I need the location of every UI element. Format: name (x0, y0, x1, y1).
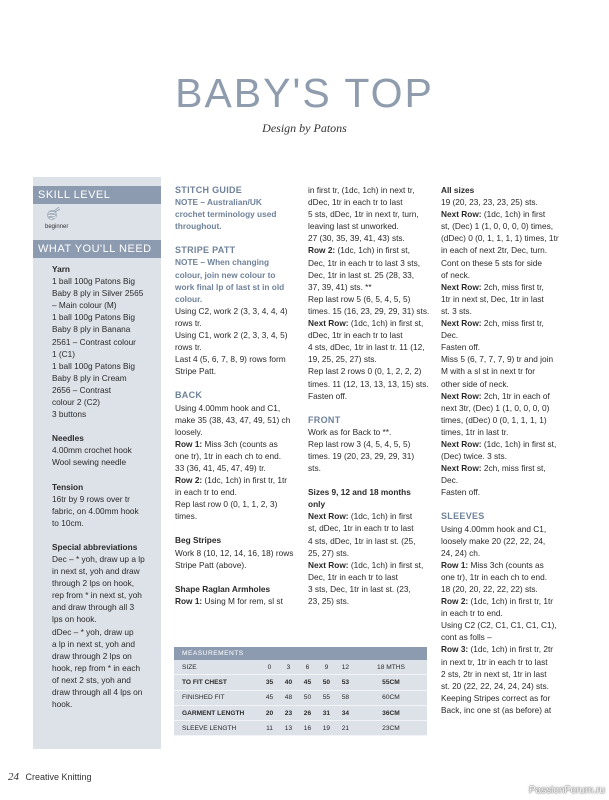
text-line: in first tr, (1dc, 1ch) in next tr, (308, 185, 415, 195)
designer-byline: Design by Patons (262, 121, 347, 135)
text-line: 3 buttons (52, 409, 87, 420)
abbreviations-lines (52, 553, 158, 710)
row-label: Next Row: (441, 438, 482, 449)
text-line: Dec. (441, 475, 459, 486)
what-you-need-heading: WHAT YOU'LL NEED (33, 240, 161, 258)
sleeves-text (441, 523, 573, 559)
measurement-row (174, 721, 427, 736)
text-line: rows tr. (175, 342, 202, 353)
stripe-patt-note (175, 256, 303, 304)
text-line: 4 sts, dDec, 1tr in last st. (25, (308, 535, 416, 546)
text-line: Next Row: 2ch, miss first st, (441, 463, 546, 474)
text-line: Wool sewing needle (52, 457, 127, 468)
row-label: Next Row: (441, 318, 482, 329)
measurement-value: 16 (298, 721, 317, 736)
tension-title: Tension (52, 481, 84, 492)
text-line: hook. (52, 699, 73, 710)
text-line: 33 (36, 41, 45, 47, 49) tr. (175, 462, 266, 473)
page-title: BABY'S TOP (175, 70, 434, 116)
watermark: PassionForum.ru (528, 785, 605, 796)
measurement-value: 6 (298, 660, 317, 675)
text-line: 2 sts, 2tr in next st, 1tr in last (441, 668, 547, 679)
text-line: st, (Dec) 1 (1, 0, 0, 0, 0) times, (441, 221, 554, 232)
measurement-label: FINISHED FIT (174, 690, 260, 705)
measurement-value: 58 (336, 690, 355, 705)
text-line: 37, 39, 41) sts. ** (308, 281, 372, 292)
front-heading: FRONT (308, 414, 341, 425)
measurement-value: 31 (317, 705, 336, 720)
yarn-title: Yarn (52, 264, 70, 274)
back-row-2 (175, 474, 303, 522)
text-line: Dec – * yoh, draw up a lp (52, 553, 145, 564)
back-heading: BACK (175, 390, 203, 401)
all-sizes-heading: All sizes (441, 185, 475, 195)
stripe-patt-text (175, 305, 303, 378)
neck-shaping-text (441, 208, 573, 498)
measurement-value: 21 (336, 721, 355, 736)
text-line: Using C2, work 2 (3, 3, 4, 4, 4) (175, 305, 288, 316)
all-sizes-count: 19 (20, 23, 23, 23, 25) sts. (441, 197, 538, 208)
text-line: Next Row: (1dc, 1ch) in first (308, 511, 413, 522)
sizes-subheading (308, 486, 436, 510)
text-line: in each of next 2tr, Dec, turn. (441, 245, 548, 256)
text-line: and draw through all 3 (52, 602, 135, 613)
raglan-next-row (308, 317, 436, 402)
text-line: (Dec) twice. 3 sts. (441, 451, 507, 462)
measurement-value: 50 (317, 675, 336, 690)
text-line: – Main colour (M) (52, 300, 117, 311)
stripe-patt-heading: STRIPE PATT (175, 245, 236, 256)
text-line: loosely make 20 (22, 22, 24, (441, 535, 546, 546)
text-line: 27 (30, 35, 39, 41, 43) sts. (308, 233, 405, 244)
skill-level-heading: SKILL LEVEL (33, 186, 161, 204)
measurement-value: 40 (279, 675, 298, 690)
sleeves-row-1 (441, 559, 573, 595)
text-line: Last 4 (5, 6, 7, 8, 9) rows form (175, 354, 286, 365)
text-line: one tr), 1tr in each ch to end. (175, 450, 282, 461)
text-line: times. 11 (12, 13, 13, 13, 15) sts. (308, 378, 429, 389)
raglan-continued-text (308, 184, 436, 244)
text-line: st. 20 (22, 22, 24, 24, 24) sts. (441, 680, 549, 691)
text-line: Row 2: (1dc, 1ch) in first tr, 1tr (441, 596, 554, 607)
measurement-value: 0 (260, 660, 279, 675)
text-line: 3 sts, Dec, 1tr in last st. (23, (308, 583, 411, 594)
text-line: Baby 8 ply in Banana (52, 324, 131, 335)
text-line: Row 3: (1dc, 1ch) in first tr, 2tr (441, 644, 554, 655)
measurement-value: 53 (336, 675, 355, 690)
text-line: 1 ball 100g Patons Big (52, 360, 136, 371)
text-line: of neck. (441, 269, 471, 280)
text-line: Dec, 1tr in each tr to last 3 sts, (308, 257, 421, 268)
text-line: hook, rep from * in each (52, 662, 141, 673)
measurement-value: 12 (336, 660, 355, 675)
text-line: times, (dDec) 0 (0, 1, 1, 1, 1) (441, 414, 547, 425)
text-line: Row 2: (1dc, 1ch) in first st, (308, 245, 410, 256)
text-line: Row 1: Miss 3ch (counts as (441, 559, 544, 570)
raglan-heading: Shape Raglan Armholes (175, 583, 271, 594)
text-line: sts. (308, 463, 321, 474)
measurement-value: 35 (260, 675, 279, 690)
text-line: 1 (C1) (52, 348, 76, 359)
text-line: work final lp of last st in old (175, 281, 285, 292)
measurement-value: 20 (260, 705, 279, 720)
text-line: st. 3 sts. (441, 305, 472, 316)
next-row-paragraph (441, 438, 573, 462)
instructions-column-1 (175, 184, 303, 607)
text-line: Fasten off. (308, 390, 348, 401)
text-line: 18 (20, 20, 22, 22, 22) sts. (441, 584, 538, 594)
text-line: other side of neck. (441, 378, 509, 389)
sleeves-row-3 (441, 643, 573, 716)
needles-lines (52, 444, 158, 468)
text-line: 23, 25) sts. (308, 596, 350, 606)
raglan-row-2 (308, 244, 436, 317)
page-footer (8, 771, 92, 783)
text-line: Rep last row 0 (0, 1, 1, 2, 3) (175, 499, 278, 510)
text-line: cont as folls – (441, 632, 492, 643)
text-line: times. 15 (16, 23, 29, 29, 31) sts. (308, 305, 430, 316)
magazine-name: Creative Knitting (25, 772, 92, 782)
text-line: crochet terminology used (175, 209, 277, 220)
sidebar-panel (33, 177, 161, 749)
text-line: Sizes 9, 12 and 18 months (308, 487, 411, 498)
text-line: dDec, 1tr in each tr to last (308, 197, 403, 208)
measurement-label: SLEEVE LENGTH (174, 721, 260, 736)
measurement-value: 3 (279, 660, 298, 675)
text-line: in next st, yoh and draw (52, 566, 140, 577)
text-line: make 35 (38, 43, 47, 49, 51) ch (175, 414, 291, 425)
row-label: Next Row: (441, 209, 482, 220)
text-line: Next Row: 2ch, miss first tr, (441, 318, 544, 329)
sleeves-heading: SLEEVES (441, 511, 485, 522)
measurement-value: 26 (298, 705, 317, 720)
row-label: Row 2: (441, 596, 469, 607)
instructions-column-2 (308, 184, 436, 607)
text-line: a lp in next st, yoh and (52, 638, 136, 649)
needles-title: Needles (52, 433, 84, 444)
text-line: NOTE – When changing (175, 257, 270, 268)
text-line: M with a sl st in next tr for (441, 366, 536, 377)
yarn-lines (52, 275, 158, 420)
next-row-paragraph (441, 317, 573, 390)
measurement-row (174, 675, 427, 690)
measurement-value: 13 (279, 721, 298, 736)
skill-level-value: beginner (45, 224, 69, 230)
text-line: dDec – * yoh, draw up (52, 626, 134, 637)
next-row-paragraph (441, 462, 573, 498)
text-line: Row 1: Miss 3ch (counts as (175, 438, 278, 449)
stitch-guide-heading: STITCH GUIDE (175, 185, 243, 195)
row-label: Next Row: (441, 463, 482, 474)
text-line: colour. (175, 293, 203, 304)
text-line: 4 sts, dDec, 1tr in last tr. 11 (12, (308, 342, 425, 353)
measurement-value: 55 (317, 690, 336, 705)
text-line: 2561 – Contrast colour (52, 336, 136, 347)
measurement-value: 55CM (355, 675, 427, 690)
text-line: throughout. (175, 221, 222, 232)
materials-list (52, 263, 158, 710)
text-line: Stripe Patt (above). (175, 559, 247, 570)
text-line: (dDec) 0 (0, 1, 1, 1, 1) times, 1tr (441, 233, 559, 244)
measurements-table (174, 647, 427, 736)
text-line: Next Row: (1dc, 1ch) in first st, (308, 559, 424, 570)
measurement-value: 48 (279, 690, 298, 705)
raglan-row-1: Row 1: Using M for rem, sl st (175, 595, 283, 606)
row-label: Next Row: (308, 318, 349, 329)
text-line: draw through 2 lps on (52, 650, 132, 661)
text-line: colour 2 (C2) (52, 397, 100, 408)
measurement-value: 34 (336, 705, 355, 720)
measurement-label: GARMENT LENGTH (174, 705, 260, 720)
front-text (308, 426, 436, 474)
text-line: 19, 25, 25, 27) sts. (308, 354, 377, 365)
back-row-1 (175, 438, 303, 474)
text-line: in next tr, 1tr in each tr to last (441, 656, 548, 667)
text-line: 2656 – Contrast (52, 384, 112, 395)
text-line: 16tr by 9 rows over tr (52, 493, 130, 504)
measurement-value: 60CM (355, 690, 427, 705)
measurement-value: 19 (317, 721, 336, 736)
text-line: lps on hook. (52, 614, 97, 625)
measurement-value: 45 (298, 675, 317, 690)
text-line: 25, 27) sts. (308, 547, 350, 558)
text-line: 5 sts, dDec, 1tr in next tr, turn, (308, 209, 419, 220)
text-line: Using 4.00mm hook and C1, (441, 523, 547, 534)
text-line: Using C2 (C2, C1, C1, C1, C1), (441, 620, 557, 631)
measurement-value: 9 (317, 660, 336, 675)
front-next-row-2 (308, 559, 436, 607)
beg-stripes-text (175, 547, 303, 571)
text-line: Next Row: (1dc, 1ch) in first st, (441, 438, 557, 449)
text-line: Baby 8 ply in Cream (52, 372, 127, 383)
sleeves-row-2 (441, 595, 573, 643)
measurement-value: 23 (279, 705, 298, 720)
measurement-value: 11 (260, 721, 279, 736)
text-line: through 2 lps on hook, (52, 578, 135, 589)
text-line: loosely. (175, 426, 203, 437)
text-line: Next Row: (1dc, 1ch) in first (441, 209, 546, 220)
text-line: draw through all 4 lps on (52, 687, 143, 697)
back-text (175, 402, 303, 438)
text-line: one tr), 1tr in each ch to end. (441, 571, 548, 582)
measurement-label: TO FIT CHEST (174, 675, 260, 690)
text-line: Next Row: (1dc, 1ch) in first st, (308, 318, 424, 329)
next-row-paragraph (441, 281, 573, 317)
text-line: times. 19 (20, 23, 29, 29, 31) (308, 450, 415, 461)
page-number: 24 (8, 771, 19, 783)
next-row-paragraph (441, 208, 573, 281)
text-line: in each tr to end. (441, 608, 503, 619)
text-line: Fasten off. (441, 342, 481, 353)
measurement-row (174, 660, 427, 675)
row-label: Next Row: (441, 281, 482, 292)
text-line: 1tr in next st, Dec, 1tr in last (441, 293, 544, 304)
measurement-row (174, 705, 427, 720)
text-line: Row 2: (1dc, 1ch) in first tr, 1tr (175, 475, 288, 486)
next-row-paragraph (441, 390, 573, 438)
text-line: colour, join new colour to (175, 269, 276, 280)
row-label: Row 2: (175, 475, 203, 486)
abbreviations-title: Special abbreviations (52, 541, 138, 552)
row-label: Next Row: (308, 511, 349, 522)
text-line: rep from * in next st, yoh (52, 590, 142, 601)
text-line: Using C1, work 2 (2, 3, 3, 4, 5) (175, 330, 288, 341)
text-line: to 10cm. (52, 517, 84, 528)
row-label: Next Row: (441, 390, 482, 401)
text-line: dDec, 1tr in each tr to last (308, 330, 403, 341)
text-line: Cont on these 5 sts for side (441, 257, 543, 268)
text-line: in each tr to end. (175, 487, 237, 498)
text-line: 4.00mm crochet hook (52, 445, 132, 456)
text-line: 24, 24) ch. (441, 547, 481, 558)
text-line: Fasten off. (441, 487, 481, 498)
measurement-value: 45 (260, 690, 279, 705)
measurement-value: 36CM (355, 705, 427, 720)
instructions-column-3 (441, 184, 573, 716)
measurement-value: 18 MTHS (355, 660, 427, 675)
measurement-value: 50 (298, 690, 317, 705)
text-line: of next 2 sts, yoh and (52, 674, 131, 685)
row-label: Row 1: (441, 559, 469, 570)
text-line: Work 8 (10, 12, 14, 16, 18) rows (175, 547, 294, 558)
row-label: Next Row: (308, 559, 349, 570)
row-label: Row 2: (308, 245, 336, 256)
text-line: Stripe Patt. (175, 366, 217, 377)
text-line: fabric, on 4.00mm hook (52, 505, 139, 516)
text-line: Next Row: 2ch, miss first tr, (441, 281, 544, 292)
text-line: NOTE – Australian/UK (175, 197, 262, 208)
front-next-row-1 (308, 510, 436, 558)
text-line: Dec. (441, 330, 459, 341)
row-label: Row 1: (175, 438, 203, 449)
text-line: next 3tr, (Dec) 1 (1, 0, 0, 0, 0) (441, 402, 550, 413)
text-line: Rep last row 3 (4, 5, 4, 5, 5) (308, 438, 411, 449)
text-line: times, 1tr in last tr. (441, 426, 509, 437)
text-line: 1 ball 100g Patons Big (52, 276, 136, 287)
yarn-ball-icon (46, 207, 60, 221)
measurement-label: SIZE (174, 660, 260, 675)
measurement-row (174, 690, 427, 705)
text-line: rows tr. (175, 317, 202, 328)
text-line: 1 ball 100g Patons Big (52, 312, 136, 323)
tension-lines (52, 493, 158, 529)
text-line: leaving last st unworked. (308, 221, 399, 232)
text-line: times. (175, 511, 198, 522)
text-line: only (308, 499, 326, 510)
text-line: Next Row: 2ch, 1tr in each of (441, 390, 550, 401)
text-line: Rep last row 5 (6, 5, 4, 5, 5) (308, 293, 411, 304)
text-line: Miss 5 (6, 7, 7, 7, 9) tr and join (441, 354, 554, 365)
row-label: Row 3: (441, 644, 469, 655)
text-line: st, dDec, 1tr in each tr to last (308, 523, 414, 534)
text-line: Dec, 1tr in last st. 25 (28, 33, (308, 269, 415, 280)
text-line: Using 4.00mm hook and C1, (175, 402, 281, 413)
text-line: Dec, 1tr in each tr to last (308, 571, 398, 582)
text-line: Keeping Stripes correct as for (441, 692, 551, 703)
text-line: Baby 8 ply in Silver 2565 (52, 288, 144, 299)
text-line: Work as for Back to **. (308, 426, 392, 437)
measurement-value: 23CM (355, 721, 427, 736)
measurements-heading: MEASUREMENTS (174, 647, 427, 660)
beg-stripes-heading: Beg Stripes (175, 535, 222, 546)
text-line: Back, inc one st (as before) at (441, 704, 552, 715)
text-line: Rep last 2 rows 0 (0, 1, 2, 2, 2) (308, 366, 422, 377)
stitch-guide-note (175, 196, 303, 232)
